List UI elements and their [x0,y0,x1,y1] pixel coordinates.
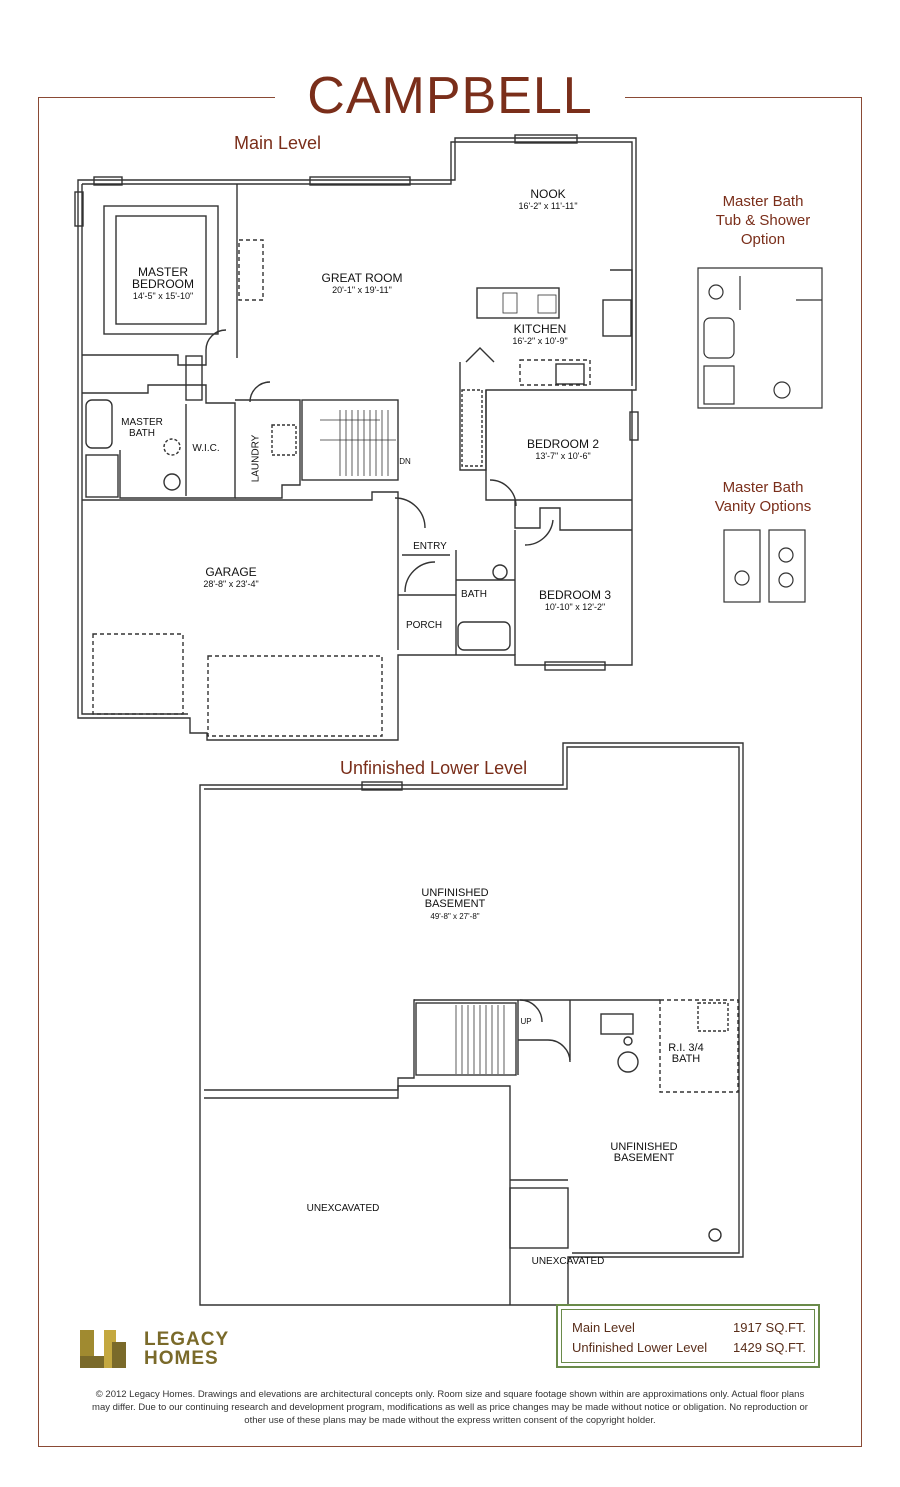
sqft-value: 1917 SQ.FT. [733,1320,806,1335]
room-name: KITCHEN [513,322,567,336]
room-garage [203,566,258,590]
label-laundry: LAUNDRY [250,434,262,483]
room-dim: 20'-1" x 19'-11" [332,285,392,295]
room-name: MASTER BEDROOM [131,265,195,291]
room-dim: 10'-10" x 12'-2" [544,602,606,612]
room-name: GARAGE [205,565,257,579]
sqft-value: 1429 SQ.FT. [733,1340,806,1355]
room-name: BEDROOM 3 [538,588,612,602]
lower-level-heading: Unfinished Lower Level [340,758,528,778]
sqft-label: Main Level [572,1320,635,1335]
label-unfinished-basement-dim: 49'-8" x 27'-8" [430,912,480,921]
label-master-bath: MASTER BATH [121,417,163,439]
room-nook [518,188,577,212]
tub-shower-option-title: Master Bath Tub & Shower Option [715,193,811,248]
brand-line-1: LEGACY [144,1329,230,1350]
room-name: NOOK [530,187,566,201]
room-dim: 13'-7" x 10'-6" [535,451,591,461]
room-kitchen [512,323,567,347]
room-dim: 28'-8" x 23'-4" [203,579,259,589]
room-master-bedroom [132,254,194,314]
label-dn: DN [399,457,411,466]
legacy-homes-logo-mark [80,1330,126,1368]
label-ri-bath: R.I. 3/4 BATH [668,1042,704,1065]
label-bath: BATH [461,589,487,600]
label-unexcavated-2: UNEXCAVATED [531,1256,605,1267]
label-wic: W.I.C. [192,443,220,454]
lower-outer-wall [200,743,743,1305]
room-dim: 14'-5" x 15'-10" [132,291,194,301]
room-dim: 16'-2" x 11'-11" [518,201,578,211]
label-porch: PORCH [405,620,443,631]
room-name: BEDROOM 2 [526,437,600,451]
label-unfinished-basement-second: UNFINISHED BASEMENT [610,1141,678,1164]
label-entry: ENTRY [413,541,447,552]
sqft-label: Unfinished Lower Level [572,1340,708,1355]
brand-line-2: HOMES [144,1348,219,1369]
copyright-notice: © 2012 Legacy Homes. Drawings and elevations are architectural concepts only. Room size and square footage shown within are approximations only. Actual floor plans may differ. Due to our continuing research and development program, modifications as well as price changes may be made without notice or obligation. No reproduction or other use of these plans may be made without the express written consent of the copyright holder. [92,1389,808,1426]
plan-title: CAMPBELL [307,67,593,125]
room-name: GREAT ROOM [321,271,403,285]
room-great-room [322,272,403,296]
square-footage-box [556,1304,820,1368]
room-bedroom-2 [527,438,599,462]
sqft-row-lower [572,1340,806,1355]
main-level-heading: Main Level [234,133,322,153]
room-bedroom-3 [539,589,611,613]
room-dim: 16'-2" x 10'-9" [512,336,568,346]
label-up: UP [520,1017,532,1026]
sqft-row-main [572,1320,806,1335]
vanity-options-title: Master Bath Vanity Options [714,479,812,515]
label-unfinished-basement-main: UNFINISHED BASEMENT [421,887,489,910]
label-unexcavated-1: UNEXCAVATED [306,1203,380,1214]
